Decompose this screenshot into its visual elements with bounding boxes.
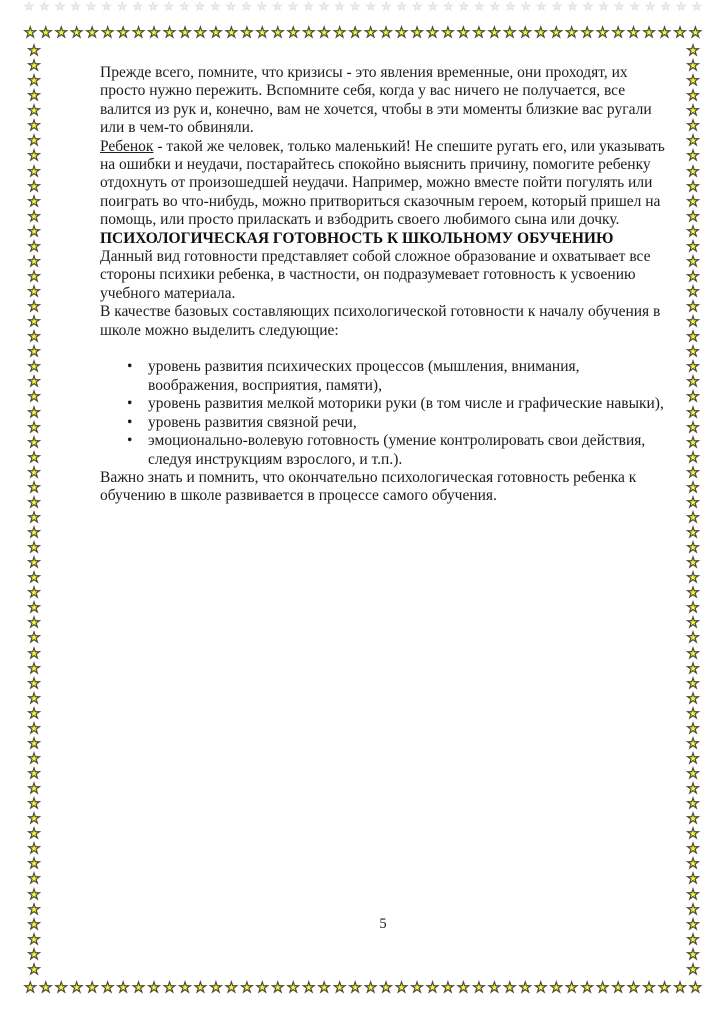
star-icon: ★ bbox=[686, 103, 700, 120]
star-icon: ★ bbox=[27, 464, 41, 481]
star-icon: ★ bbox=[85, 980, 99, 996]
star-icon: ★ bbox=[27, 389, 41, 406]
star-icon: ★ bbox=[673, 980, 687, 996]
star-icon: ★ bbox=[148, 0, 159, 13]
star-icon: ★ bbox=[379, 980, 393, 996]
underlined-word: Ребенок bbox=[100, 137, 154, 155]
star-border-ghost-top bbox=[24, 1, 702, 12]
star-icon: ★ bbox=[27, 359, 41, 376]
star-icon: ★ bbox=[101, 25, 114, 41]
star-icon: ★ bbox=[686, 58, 700, 75]
list-item: • уровень развития мелкой моторики руки (в том числе и графические навыки), bbox=[100, 395, 666, 413]
star-icon: ★ bbox=[317, 25, 331, 41]
star-icon: ★ bbox=[240, 980, 254, 996]
star-icon: ★ bbox=[505, 0, 516, 13]
star-icon: ★ bbox=[27, 886, 41, 903]
star-icon: ★ bbox=[24, 0, 34, 13]
star-icon: ★ bbox=[27, 253, 41, 270]
list-item: • уровень развития психических процессов (мышления, внимания, воображения, восприятия, памяти), bbox=[100, 358, 666, 395]
star-icon: ★ bbox=[55, 0, 65, 13]
star-icon: ★ bbox=[179, 0, 190, 13]
star-icon: ★ bbox=[39, 980, 53, 996]
star-icon: ★ bbox=[27, 916, 41, 933]
paragraph-child bbox=[100, 138, 666, 230]
star-icon: ★ bbox=[686, 268, 700, 285]
star-icon: ★ bbox=[27, 299, 41, 316]
star-icon: ★ bbox=[536, 0, 547, 13]
paragraph-components-intro: В качестве базовых составляющих психологической готовности к началу обучения в школе можно выделить следующие: bbox=[100, 303, 661, 339]
star-icon: ★ bbox=[691, 0, 702, 13]
star-icon: ★ bbox=[686, 826, 700, 843]
star-icon: ★ bbox=[686, 284, 700, 300]
star-icon: ★ bbox=[209, 980, 223, 996]
star-icon: ★ bbox=[27, 223, 41, 240]
paragraph-child-rest: - такой же человек, только маленький! Не спешите ругать его, или указывать на ошибки и неудачи, постарайтесь спокойно выяснить причину, помогите ребенку отдохнуть от произошедшей неудачи. Например, можно вместе пойти погулять или поиграть во что-нибудь, можно притвориться сказочным героем, который пришел на помощь, или просто приласкать и взбодрить своего любимого сына или дочку. bbox=[100, 137, 665, 229]
star-icon: ★ bbox=[178, 980, 192, 996]
star-icon: ★ bbox=[686, 570, 700, 587]
star-border-right bbox=[686, 44, 700, 977]
star-icon: ★ bbox=[302, 25, 315, 41]
star-icon: ★ bbox=[645, 0, 656, 13]
star-icon: ★ bbox=[302, 980, 315, 996]
star-icon: ★ bbox=[686, 901, 700, 918]
star-border-bottom bbox=[24, 981, 702, 995]
star-icon: ★ bbox=[27, 449, 41, 466]
star-icon: ★ bbox=[686, 811, 700, 828]
star-icon: ★ bbox=[147, 25, 161, 41]
star-icon: ★ bbox=[27, 268, 41, 285]
star-icon: ★ bbox=[549, 980, 563, 996]
star-icon: ★ bbox=[272, 0, 283, 13]
star-icon: ★ bbox=[27, 178, 41, 195]
star-icon: ★ bbox=[686, 299, 700, 316]
star-icon: ★ bbox=[256, 0, 267, 13]
star-icon: ★ bbox=[686, 750, 700, 767]
star-icon: ★ bbox=[658, 25, 671, 41]
star-icon: ★ bbox=[395, 980, 408, 996]
star-icon: ★ bbox=[27, 961, 41, 978]
star-icon: ★ bbox=[27, 329, 41, 346]
star-icon: ★ bbox=[27, 796, 41, 813]
star-icon: ★ bbox=[686, 675, 700, 692]
star-icon: ★ bbox=[54, 980, 68, 996]
star-icon: ★ bbox=[27, 238, 41, 255]
star-icon: ★ bbox=[348, 25, 362, 41]
star-icon: ★ bbox=[565, 980, 578, 996]
star-icon: ★ bbox=[364, 25, 377, 41]
star-icon: ★ bbox=[503, 25, 517, 41]
star-icon: ★ bbox=[132, 980, 145, 996]
star-icon: ★ bbox=[27, 525, 41, 541]
star-icon: ★ bbox=[194, 25, 207, 41]
star-icon: ★ bbox=[27, 540, 41, 557]
star-icon: ★ bbox=[686, 494, 700, 511]
star-icon: ★ bbox=[614, 0, 625, 13]
star-icon: ★ bbox=[27, 735, 41, 752]
star-icon: ★ bbox=[488, 25, 501, 41]
star-icon: ★ bbox=[286, 980, 300, 996]
star-icon: ★ bbox=[303, 0, 314, 13]
star-icon: ★ bbox=[163, 25, 176, 41]
section-heading: ПСИХОЛОГИЧЕСКАЯ ГОТОВНОСТЬ К ШКОЛЬНОМУ ОБУЧЕНИЮ bbox=[100, 229, 614, 247]
star-icon: ★ bbox=[686, 766, 700, 782]
star-icon: ★ bbox=[686, 600, 700, 617]
star-icon: ★ bbox=[365, 0, 376, 13]
star-icon: ★ bbox=[101, 980, 114, 996]
star-icon: ★ bbox=[27, 193, 41, 210]
star-icon: ★ bbox=[178, 25, 192, 41]
star-icon: ★ bbox=[686, 344, 700, 361]
star-icon: ★ bbox=[686, 449, 700, 466]
star-icon: ★ bbox=[27, 73, 41, 90]
star-icon: ★ bbox=[27, 344, 41, 361]
star-icon: ★ bbox=[396, 0, 407, 13]
star-icon: ★ bbox=[27, 284, 41, 300]
star-icon: ★ bbox=[686, 238, 700, 255]
star-icon: ★ bbox=[27, 314, 41, 331]
star-icon: ★ bbox=[27, 374, 41, 391]
star-icon: ★ bbox=[686, 961, 700, 978]
star-icon: ★ bbox=[27, 133, 41, 150]
star-icon: ★ bbox=[521, 0, 531, 13]
star-icon: ★ bbox=[457, 980, 470, 996]
star-border-left bbox=[27, 44, 41, 977]
star-icon: ★ bbox=[686, 43, 700, 59]
star-icon: ★ bbox=[210, 0, 221, 13]
star-icon: ★ bbox=[441, 25, 455, 41]
star-icon: ★ bbox=[580, 25, 594, 41]
star-icon: ★ bbox=[27, 811, 41, 828]
star-icon: ★ bbox=[458, 0, 469, 13]
star-icon: ★ bbox=[686, 781, 700, 798]
star-icon: ★ bbox=[27, 555, 41, 572]
page-number: 5 bbox=[379, 916, 387, 932]
star-icon: ★ bbox=[271, 25, 285, 41]
star-icon: ★ bbox=[686, 660, 700, 677]
star-icon: ★ bbox=[27, 208, 41, 225]
star-icon: ★ bbox=[457, 25, 470, 41]
star-icon: ★ bbox=[443, 0, 454, 13]
star-icon: ★ bbox=[27, 720, 41, 737]
star-icon: ★ bbox=[686, 630, 700, 647]
star-icon: ★ bbox=[660, 0, 671, 13]
star-icon: ★ bbox=[686, 886, 700, 903]
star-icon: ★ bbox=[534, 25, 548, 41]
star-icon: ★ bbox=[686, 690, 700, 707]
star-icon: ★ bbox=[286, 25, 300, 41]
star-icon: ★ bbox=[27, 946, 41, 963]
star-icon: ★ bbox=[27, 585, 41, 602]
paragraph-crises: Прежде всего, помните, что кризисы - это явления временные, они проходят, их просто нужно пережить. Вспомните себя, когда у вас ничего не получается, все валится из рук и, конечно, вам не хочется, чтобы в эти моменты близкие вас ругали или в чем-то обвиняли. bbox=[100, 64, 652, 137]
star-icon: ★ bbox=[24, 980, 37, 996]
star-icon: ★ bbox=[686, 163, 700, 180]
paragraph-important: Важно знать и помнить, что окончательно психологическая готовность ребенка к обучению в школе развивается в процессе самого обучения. bbox=[100, 468, 637, 505]
star-icon: ★ bbox=[85, 25, 99, 41]
star-icon: ★ bbox=[194, 980, 207, 996]
star-icon: ★ bbox=[24, 25, 37, 41]
star-icon: ★ bbox=[627, 980, 640, 996]
star-icon: ★ bbox=[27, 163, 41, 180]
star-icon: ★ bbox=[689, 980, 702, 996]
star-icon: ★ bbox=[686, 479, 700, 496]
star-icon: ★ bbox=[426, 25, 439, 41]
star-icon: ★ bbox=[676, 0, 687, 13]
star-icon: ★ bbox=[70, 0, 81, 13]
star-icon: ★ bbox=[147, 980, 161, 996]
star-icon: ★ bbox=[611, 25, 625, 41]
star-icon: ★ bbox=[598, 0, 609, 13]
star-icon: ★ bbox=[70, 25, 83, 41]
star-icon: ★ bbox=[686, 314, 700, 331]
paragraph-readiness: Данный вид готовности представляет собой сложное образование и охватывает все стороны психики ребенка, в частности, он подразумевает готовность к усвоению учебного материала. bbox=[100, 248, 651, 302]
star-icon: ★ bbox=[686, 705, 700, 722]
star-icon: ★ bbox=[686, 856, 700, 873]
star-icon: ★ bbox=[686, 404, 700, 421]
star-icon: ★ bbox=[642, 25, 656, 41]
star-icon: ★ bbox=[686, 133, 700, 150]
star-icon: ★ bbox=[27, 705, 41, 722]
star-icon: ★ bbox=[225, 25, 238, 41]
star-icon: ★ bbox=[596, 25, 609, 41]
star-icon: ★ bbox=[27, 841, 41, 858]
star-icon: ★ bbox=[412, 0, 423, 13]
star-icon: ★ bbox=[256, 25, 269, 41]
star-icon: ★ bbox=[319, 0, 329, 13]
star-icon: ★ bbox=[686, 509, 700, 526]
star-icon: ★ bbox=[686, 253, 700, 270]
star-icon: ★ bbox=[27, 901, 41, 918]
star-icon: ★ bbox=[27, 43, 41, 59]
star-icon: ★ bbox=[27, 103, 41, 120]
star-icon: ★ bbox=[27, 434, 41, 451]
star-icon: ★ bbox=[225, 0, 236, 13]
star-icon: ★ bbox=[552, 0, 562, 13]
star-icon: ★ bbox=[686, 193, 700, 210]
star-icon: ★ bbox=[686, 916, 700, 933]
star-icon: ★ bbox=[27, 856, 41, 873]
star-icon: ★ bbox=[567, 0, 578, 13]
star-icon: ★ bbox=[474, 0, 485, 13]
star-icon: ★ bbox=[334, 0, 345, 13]
star-icon: ★ bbox=[583, 0, 593, 13]
star-icon: ★ bbox=[689, 25, 702, 41]
star-icon: ★ bbox=[686, 223, 700, 240]
star-icon: ★ bbox=[117, 0, 128, 13]
star-icon: ★ bbox=[410, 980, 424, 996]
star-icon: ★ bbox=[194, 0, 205, 13]
star-border-top bbox=[24, 26, 702, 40]
star-icon: ★ bbox=[364, 980, 377, 996]
star-icon: ★ bbox=[27, 58, 41, 75]
star-icon: ★ bbox=[686, 359, 700, 376]
star-icon: ★ bbox=[27, 675, 41, 692]
star-icon: ★ bbox=[642, 980, 656, 996]
star-icon: ★ bbox=[54, 25, 68, 41]
star-icon: ★ bbox=[27, 494, 41, 511]
star-icon: ★ bbox=[241, 0, 252, 13]
star-icon: ★ bbox=[686, 841, 700, 858]
star-icon: ★ bbox=[101, 0, 112, 13]
star-icon: ★ bbox=[27, 148, 41, 165]
star-icon: ★ bbox=[686, 796, 700, 813]
star-icon: ★ bbox=[27, 570, 41, 587]
star-icon: ★ bbox=[658, 980, 671, 996]
star-icon: ★ bbox=[116, 25, 130, 41]
star-icon: ★ bbox=[27, 509, 41, 526]
star-icon: ★ bbox=[565, 25, 578, 41]
star-icon: ★ bbox=[686, 931, 700, 948]
star-icon: ★ bbox=[686, 735, 700, 752]
star-icon: ★ bbox=[686, 434, 700, 451]
star-icon: ★ bbox=[39, 0, 50, 13]
star-icon: ★ bbox=[686, 946, 700, 963]
star-icon: ★ bbox=[686, 464, 700, 481]
star-icon: ★ bbox=[350, 0, 361, 13]
star-icon: ★ bbox=[686, 720, 700, 737]
star-icon: ★ bbox=[686, 118, 700, 135]
star-icon: ★ bbox=[488, 980, 501, 996]
list-item: • эмоционально-волевую готовность (умение контролировать свои действия, следуя инструкциям взрослого, и т.п.). bbox=[100, 432, 666, 469]
star-icon: ★ bbox=[395, 25, 408, 41]
star-icon: ★ bbox=[519, 25, 532, 41]
star-icon: ★ bbox=[534, 980, 548, 996]
star-icon: ★ bbox=[256, 980, 269, 996]
star-icon: ★ bbox=[381, 0, 392, 13]
star-icon: ★ bbox=[611, 980, 625, 996]
star-icon: ★ bbox=[686, 555, 700, 572]
star-icon: ★ bbox=[686, 525, 700, 541]
star-icon: ★ bbox=[27, 871, 41, 888]
star-icon: ★ bbox=[27, 826, 41, 843]
star-icon: ★ bbox=[686, 540, 700, 557]
star-icon: ★ bbox=[629, 0, 640, 13]
star-icon: ★ bbox=[27, 690, 41, 707]
star-icon: ★ bbox=[333, 980, 346, 996]
star-icon: ★ bbox=[27, 630, 41, 647]
star-icon: ★ bbox=[503, 980, 517, 996]
star-icon: ★ bbox=[116, 980, 130, 996]
star-icon: ★ bbox=[686, 419, 700, 436]
star-icon: ★ bbox=[686, 148, 700, 165]
star-icon: ★ bbox=[27, 479, 41, 496]
star-icon: ★ bbox=[132, 25, 145, 41]
star-icon: ★ bbox=[596, 980, 609, 996]
star-icon: ★ bbox=[86, 0, 96, 13]
star-icon: ★ bbox=[686, 389, 700, 406]
star-icon: ★ bbox=[288, 0, 298, 13]
star-icon: ★ bbox=[27, 88, 41, 105]
star-icon: ★ bbox=[686, 615, 700, 632]
document-body bbox=[100, 64, 666, 506]
star-icon: ★ bbox=[489, 0, 500, 13]
star-icon: ★ bbox=[225, 980, 238, 996]
star-icon: ★ bbox=[163, 980, 176, 996]
star-icon: ★ bbox=[70, 980, 83, 996]
star-icon: ★ bbox=[271, 980, 285, 996]
star-icon: ★ bbox=[27, 600, 41, 617]
star-icon: ★ bbox=[441, 980, 455, 996]
star-icon: ★ bbox=[317, 980, 331, 996]
star-icon: ★ bbox=[27, 931, 41, 948]
star-icon: ★ bbox=[27, 118, 41, 135]
star-icon: ★ bbox=[686, 208, 700, 225]
star-icon: ★ bbox=[27, 615, 41, 632]
star-icon: ★ bbox=[348, 980, 362, 996]
star-icon: ★ bbox=[580, 980, 594, 996]
star-icon: ★ bbox=[27, 750, 41, 767]
star-icon: ★ bbox=[27, 781, 41, 798]
star-icon: ★ bbox=[686, 645, 700, 662]
star-icon: ★ bbox=[549, 25, 563, 41]
star-icon: ★ bbox=[209, 25, 223, 41]
star-icon: ★ bbox=[519, 980, 532, 996]
star-icon: ★ bbox=[27, 404, 41, 421]
star-icon: ★ bbox=[39, 25, 53, 41]
star-icon: ★ bbox=[333, 25, 346, 41]
star-icon: ★ bbox=[673, 25, 687, 41]
star-icon: ★ bbox=[686, 329, 700, 346]
star-icon: ★ bbox=[132, 0, 143, 13]
star-icon: ★ bbox=[686, 871, 700, 888]
star-icon: ★ bbox=[426, 980, 439, 996]
star-icon: ★ bbox=[27, 766, 41, 782]
star-icon: ★ bbox=[686, 73, 700, 90]
star-icon: ★ bbox=[27, 645, 41, 662]
star-icon: ★ bbox=[427, 0, 438, 13]
star-icon: ★ bbox=[163, 0, 174, 13]
star-icon: ★ bbox=[686, 88, 700, 105]
star-icon: ★ bbox=[27, 419, 41, 436]
star-icon: ★ bbox=[472, 980, 486, 996]
star-icon: ★ bbox=[410, 25, 424, 41]
star-icon: ★ bbox=[27, 660, 41, 677]
star-icon: ★ bbox=[627, 25, 640, 41]
star-icon: ★ bbox=[379, 25, 393, 41]
star-icon: ★ bbox=[472, 25, 486, 41]
readiness-list bbox=[100, 358, 666, 468]
star-icon: ★ bbox=[240, 25, 254, 41]
star-icon: ★ bbox=[686, 585, 700, 602]
list-item: • уровень развития связной речи, bbox=[100, 414, 666, 432]
star-icon: ★ bbox=[686, 374, 700, 391]
star-icon: ★ bbox=[686, 178, 700, 195]
